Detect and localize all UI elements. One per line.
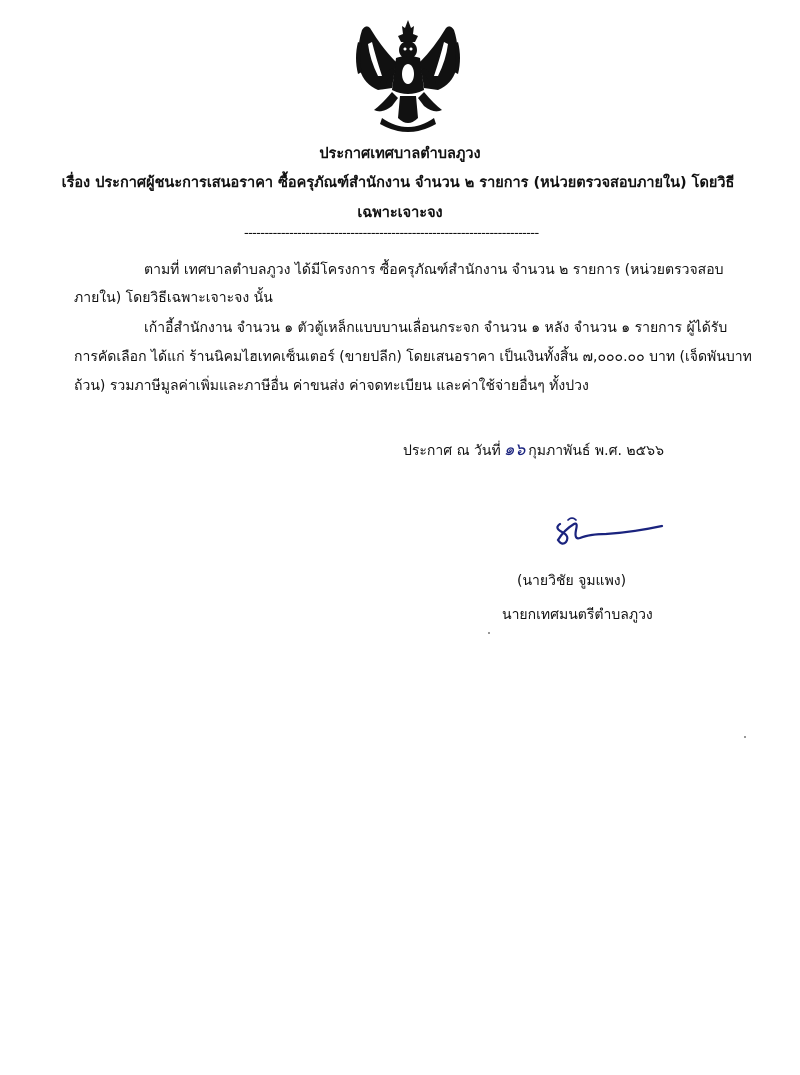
paragraph-1-line-2: ภายใน) โดยวิธีเฉพาะเจาะจง นั้น — [74, 290, 273, 306]
paragraph-2-line-1: เก้าอี้สำนักงาน จำนวน ๑ ตัวตู้เหล็กแบบบานเลื่อนกระจก จำนวน ๑ หลัง จำนวน ๑ รายการ ผู้ได้รับ — [144, 320, 728, 336]
date-prefix: ประกาศ ณ วันที่ — [403, 443, 501, 459]
paragraph-2-line-2: การคัดเลือก ได้แก่ ร้านนิคมไฮเทคเซ็นเตอร์ (ขายปลีก) โดยเสนอราคา เป็นเงินทั้งสิ้น ๗,๐๐๐.๐๐ บาท (เจ็ดพันบาท — [74, 349, 752, 365]
subject-line-2: เฉพาะเจาะจง — [357, 205, 443, 221]
date-month-year: กุมภาพันธ์ พ.ศ. ๒๕๖๖ — [528, 443, 664, 459]
paragraph-1-line-1: ตามที่ เทศบาลตำบลภูวง ได้มีโครงการ ซื้อครุภัณฑ์สำนักงาน จำนวน ๒ รายการ (หน่วยตรวจสอบ — [144, 262, 724, 278]
signatory-position: นายกเทศมนตรีตำบลภูวง — [502, 607, 653, 623]
garuda-emblem-icon — [352, 18, 464, 136]
separator-line: ------------------------------------------------------------------------ — [244, 226, 539, 241]
date-day: ๑๖ — [503, 440, 526, 460]
announcement-date — [403, 436, 664, 463]
scan-speck — [488, 632, 490, 634]
paragraph-2-line-3: ถ้วน) รวมภาษีมูลค่าเพิ่มและภาษีอื่น ค่าขนส่ง ค่าจดทะเบียน และค่าใช้จ่ายอื่นๆ ทั้งปวง — [74, 378, 589, 394]
signature-icon — [546, 510, 664, 552]
scan-speck — [744, 736, 746, 738]
subject-line-1: เรื่อง ประกาศผู้ชนะการเสนอราคา ซื้อครุภัณฑ์สำนักงาน จำนวน ๒ รายการ (หน่วยตรวจสอบภายใน) โดยวิธี — [61, 175, 735, 191]
issuer-heading: ประกาศเทศบาลตำบลภูวง — [319, 146, 481, 162]
signatory-name: (นายวิชัย จูมแพง) — [517, 573, 627, 589]
